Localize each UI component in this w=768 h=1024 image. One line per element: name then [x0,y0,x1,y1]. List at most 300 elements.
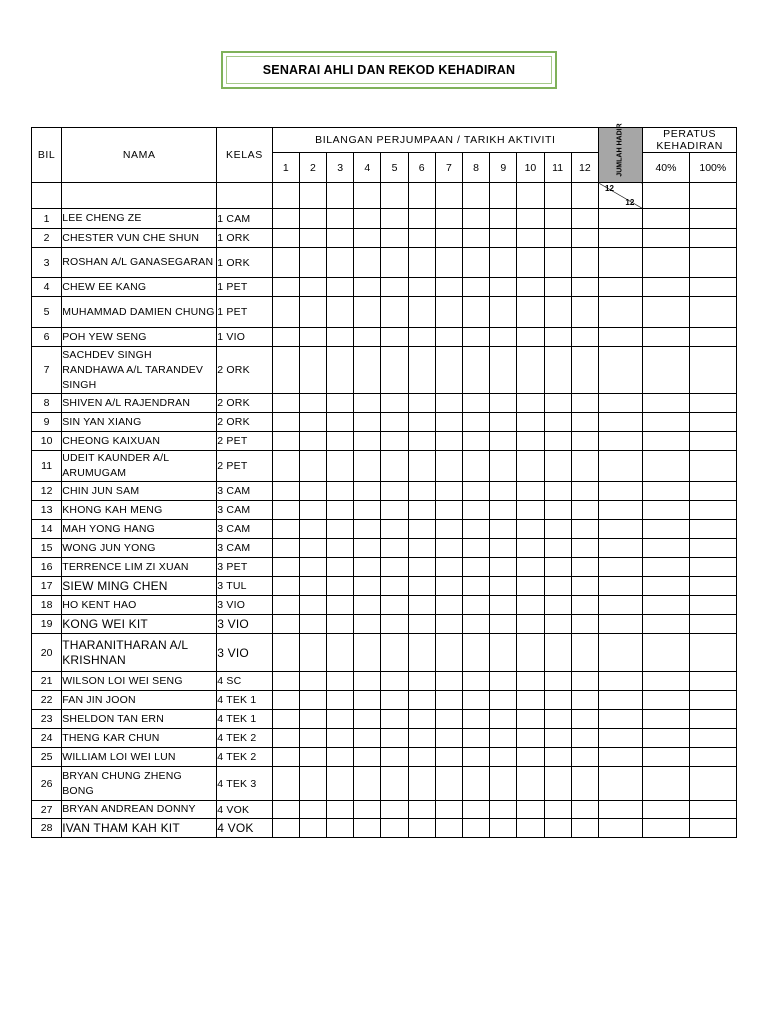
attendance-cell [462,729,489,748]
percent-cell [643,278,689,297]
total-cell [599,558,643,577]
attendance-cell [435,347,462,394]
member-name: WONG JUN YONG [62,539,217,558]
total-cell [599,432,643,451]
attendance-cell [517,209,544,229]
attendance-cell [435,451,462,482]
table-row [32,432,737,451]
attendance-cell [544,710,571,729]
attendance-cell [435,691,462,710]
percent-cell [643,710,689,729]
attendance-cell [327,691,354,710]
attendance-cell [408,297,435,328]
table-row [32,229,737,248]
attendance-cell [408,558,435,577]
attendance-cell [571,432,598,451]
member-bil: 9 [32,413,62,432]
attendance-cell [435,539,462,558]
percent-cell [689,347,736,394]
attendance-cell [381,577,408,596]
attendance-cell [462,413,489,432]
attendance-cell [408,577,435,596]
member-name: CHEW EE KANG [62,278,217,297]
attendance-cell [299,297,326,328]
attendance-cell [354,672,381,691]
total-cell [599,328,643,347]
member-bil: 14 [32,520,62,539]
attendance-cell [544,413,571,432]
attendance-cell [462,615,489,634]
percent-cell [689,558,736,577]
attendance-cell [435,596,462,615]
member-name: ROSHAN A/L GANASEGARAN [62,248,217,278]
attendance-cell [354,229,381,248]
attendance-cell [490,729,517,748]
total-cell [599,615,643,634]
attendance-cell [490,413,517,432]
attendance-cell [354,691,381,710]
attendance-cell [462,801,489,819]
attendance-cell [354,328,381,347]
attendance-cell [435,209,462,229]
total-cell [599,451,643,482]
attendance-cell [381,672,408,691]
attendance-cell [408,819,435,838]
attendance-cell [408,248,435,278]
total-cell [599,539,643,558]
percent-cell [643,347,689,394]
percent-cell [689,596,736,615]
attendance-cell [462,328,489,347]
attendance-cell [517,615,544,634]
header-session-1: 1 [272,153,299,183]
attendance-cell [299,432,326,451]
attendance-cell [490,278,517,297]
member-name: POH YEW SENG [62,328,217,347]
attendance-cell [462,451,489,482]
table-row [32,819,737,838]
attendance-cell [299,767,326,801]
attendance-cell [435,729,462,748]
attendance-cell [381,615,408,634]
attendance-cell [327,451,354,482]
attendance-cell [327,748,354,767]
attendance-cell [381,710,408,729]
attendance-cell [462,596,489,615]
attendance-cell [517,801,544,819]
table-row [32,615,737,634]
percent-cell [643,729,689,748]
attendance-cell [327,278,354,297]
percent-cell [643,596,689,615]
attendance-cell [381,558,408,577]
attendance-cell [327,615,354,634]
attendance-cell [517,394,544,413]
attendance-cell [571,729,598,748]
percent-cell [643,432,689,451]
total-cell [599,413,643,432]
attendance-cell [490,432,517,451]
attendance-cell [299,278,326,297]
attendance-cell [571,596,598,615]
attendance-cell [354,432,381,451]
attendance-cell [354,634,381,672]
percent-cell [689,328,736,347]
member-class: 3 VIO [217,596,272,615]
attendance-cell [354,748,381,767]
attendance-cell [408,432,435,451]
attendance-cell [299,520,326,539]
attendance-cell [381,278,408,297]
attendance-cell [327,634,354,672]
attendance-cell [408,748,435,767]
attendance-cell [354,451,381,482]
member-name: LEE CHENG ZE [62,209,217,229]
member-bil: 7 [32,347,62,394]
attendance-cell [327,482,354,501]
total-cell [599,297,643,328]
percent-cell [643,248,689,278]
total-cell [599,767,643,801]
attendance-cell [354,767,381,801]
attendance-cell [544,501,571,520]
attendance-cell [327,328,354,347]
attendance-cell [462,501,489,520]
attendance-cell [462,394,489,413]
header-bil: BIL [32,128,62,183]
member-name: CHIN JUN SAM [62,482,217,501]
percent-cell [643,615,689,634]
attendance-cell [462,748,489,767]
fraction-top: 12 [605,184,614,193]
percent-cell [643,229,689,248]
attendance-cell [517,413,544,432]
attendance-cell [517,482,544,501]
member-class: 3 CAM [217,520,272,539]
attendance-cell [571,209,598,229]
attendance-cell [299,558,326,577]
member-bil: 20 [32,634,62,672]
attendance-cell [571,482,598,501]
table-row [32,558,737,577]
percent-cell [643,297,689,328]
attendance-cell [408,672,435,691]
attendance-cell [490,451,517,482]
percent-cell [643,691,689,710]
total-cell [599,691,643,710]
table-row [32,394,737,413]
member-bil: 6 [32,328,62,347]
member-class: 2 ORK [217,413,272,432]
attendance-cell [544,451,571,482]
attendance-cell [544,615,571,634]
attendance-cell [571,801,598,819]
attendance-cell [462,672,489,691]
attendance-cell [408,729,435,748]
attendance-cell [490,501,517,520]
attendance-cell [490,691,517,710]
attendance-cell [299,672,326,691]
attendance-cell [435,767,462,801]
attendance-cell [299,539,326,558]
attendance-cell [272,413,299,432]
header-session-9: 9 [490,153,517,183]
attendance-cell [435,520,462,539]
attendance-cell [354,347,381,394]
member-bil: 1 [32,209,62,229]
header-session-10: 10 [517,153,544,183]
member-name: THARANITHARAN A/L KRISHNAN [62,634,217,672]
header-session-8: 8 [462,153,489,183]
member-class: 2 PET [217,432,272,451]
attendance-cell [381,451,408,482]
member-class: 3 CAM [217,482,272,501]
attendance-cell [435,748,462,767]
attendance-cell [408,278,435,297]
attendance-cell [571,767,598,801]
attendance-cell [517,328,544,347]
attendance-cell [299,394,326,413]
member-name: WILLIAM LOI WEI LUN [62,748,217,767]
attendance-cell [299,710,326,729]
percent-cell [689,710,736,729]
total-cell [599,634,643,672]
attendance-cell [571,501,598,520]
percent-cell [689,615,736,634]
attendance-cell [544,278,571,297]
attendance-cell [354,819,381,838]
attendance-cell [299,801,326,819]
percent-cell [689,229,736,248]
attendance-cell [408,328,435,347]
attendance-cell [408,801,435,819]
attendance-cell [544,596,571,615]
member-class: 4 VOK [217,819,272,838]
percent-cell [689,767,736,801]
attendance-cell [299,691,326,710]
attendance-cell [517,819,544,838]
header-session-5: 5 [381,153,408,183]
attendance-cell [381,413,408,432]
attendance-cell [544,394,571,413]
member-class: 2 PET [217,451,272,482]
attendance-cell [490,577,517,596]
percent-cell [689,432,736,451]
attendance-cell [408,596,435,615]
percent-cell [689,482,736,501]
attendance-cell [327,209,354,229]
fraction-bottom: 12 [625,198,635,207]
member-class: 3 CAM [217,501,272,520]
member-class: 4 VOK [217,801,272,819]
attendance-cell [517,634,544,672]
attendance-cell [462,432,489,451]
attendance-cell [381,248,408,278]
percent-cell [643,577,689,596]
total-cell [599,729,643,748]
member-bil: 23 [32,710,62,729]
member-bil: 8 [32,394,62,413]
percent-cell [643,767,689,801]
table-row [32,520,737,539]
percent-cell [689,729,736,748]
attendance-cell [381,729,408,748]
attendance-cell [571,710,598,729]
attendance-cell [490,482,517,501]
header-40: 40% [643,153,689,183]
attendance-cell [517,729,544,748]
attendance-cell [435,278,462,297]
attendance-cell [327,729,354,748]
percent-cell [643,209,689,229]
attendance-cell [272,394,299,413]
attendance-cell [435,615,462,634]
member-bil: 10 [32,432,62,451]
attendance-cell [354,209,381,229]
attendance-cell [272,558,299,577]
header-session-3: 3 [327,153,354,183]
member-class: 3 PET [217,558,272,577]
attendance-cell [354,539,381,558]
member-class: 4 TEK 1 [217,710,272,729]
attendance-cell [517,558,544,577]
member-bil: 15 [32,539,62,558]
attendance-cell [435,394,462,413]
attendance-cell [299,328,326,347]
attendance-cell [272,539,299,558]
attendance-cell [408,413,435,432]
attendance-cell [544,520,571,539]
member-bil: 22 [32,691,62,710]
table-row [32,278,737,297]
member-bil: 5 [32,297,62,328]
member-bil: 2 [32,229,62,248]
attendance-cell [435,482,462,501]
attendance-cell [327,558,354,577]
attendance-cell [354,248,381,278]
member-name: THENG KAR CHUN [62,729,217,748]
attendance-cell [517,432,544,451]
attendance-cell [571,451,598,482]
attendance-cell [490,801,517,819]
member-name: SIN YAN XIANG [62,413,217,432]
attendance-cell [571,394,598,413]
attendance-cell [435,672,462,691]
table-row [32,347,737,394]
attendance-cell [462,248,489,278]
attendance-cell [327,596,354,615]
attendance-cell [299,819,326,838]
table-row [32,539,737,558]
attendance-cell [435,577,462,596]
attendance-cell [435,432,462,451]
attendance-cell [517,691,544,710]
attendance-cell [517,539,544,558]
attendance-cell [299,577,326,596]
attendance-cell [490,558,517,577]
attendance-cell [272,748,299,767]
attendance-cell [462,819,489,838]
attendance-cell [517,520,544,539]
attendance-cell [272,347,299,394]
attendance-cell [435,297,462,328]
attendance-cell [435,819,462,838]
attendance-cell [327,394,354,413]
attendance-cell [571,328,598,347]
attendance-cell [408,615,435,634]
header-session-11: 11 [544,153,571,183]
attendance-cell [354,558,381,577]
attendance-cell [299,347,326,394]
total-cell [599,209,643,229]
total-cell [599,278,643,297]
total-cell [599,482,643,501]
attendance-cell [571,577,598,596]
attendance-cell [571,558,598,577]
attendance-cell [327,672,354,691]
attendance-cell [272,328,299,347]
member-name: SIEW MING CHEN [62,577,217,596]
attendance-cell [408,451,435,482]
member-name: SHIVEN A/L RAJENDRAN [62,394,217,413]
total-cell [599,577,643,596]
member-class: 3 VIO [217,634,272,672]
attendance-cell [490,297,517,328]
attendance-cell [544,432,571,451]
attendance-cell [490,672,517,691]
percent-cell [689,297,736,328]
table-row [32,482,737,501]
member-class: 1 CAM [217,209,272,229]
percent-cell [689,413,736,432]
percent-cell [689,819,736,838]
attendance-cell [408,209,435,229]
attendance-cell [490,520,517,539]
attendance-cell [272,501,299,520]
header-peratus: PERATUS KEHADIRAN [643,128,737,153]
attendance-cell [354,482,381,501]
attendance-cell [571,672,598,691]
attendance-cell [381,691,408,710]
attendance-cell [517,596,544,615]
percent-cell [643,394,689,413]
attendance-cell [327,539,354,558]
attendance-cell [462,691,489,710]
total-cell [599,347,643,394]
attendance-cell [381,347,408,394]
member-bil: 19 [32,615,62,634]
attendance-cell [381,209,408,229]
attendance-cell [354,577,381,596]
attendance-cell [571,297,598,328]
member-bil: 26 [32,767,62,801]
total-cell [599,672,643,691]
attendance-cell [299,248,326,278]
attendance-cell [517,297,544,328]
header-session-4: 4 [354,153,381,183]
attendance-cell [462,520,489,539]
percent-cell [643,672,689,691]
attendance-cell [462,558,489,577]
header-session-6: 6 [408,153,435,183]
percent-cell [689,278,736,297]
attendance-cell [354,801,381,819]
attendance-cell [544,634,571,672]
total-cell [599,229,643,248]
header-jumlah-label: JUMLAH HADIR [616,123,624,177]
attendance-cell [381,482,408,501]
attendance-cell [517,278,544,297]
